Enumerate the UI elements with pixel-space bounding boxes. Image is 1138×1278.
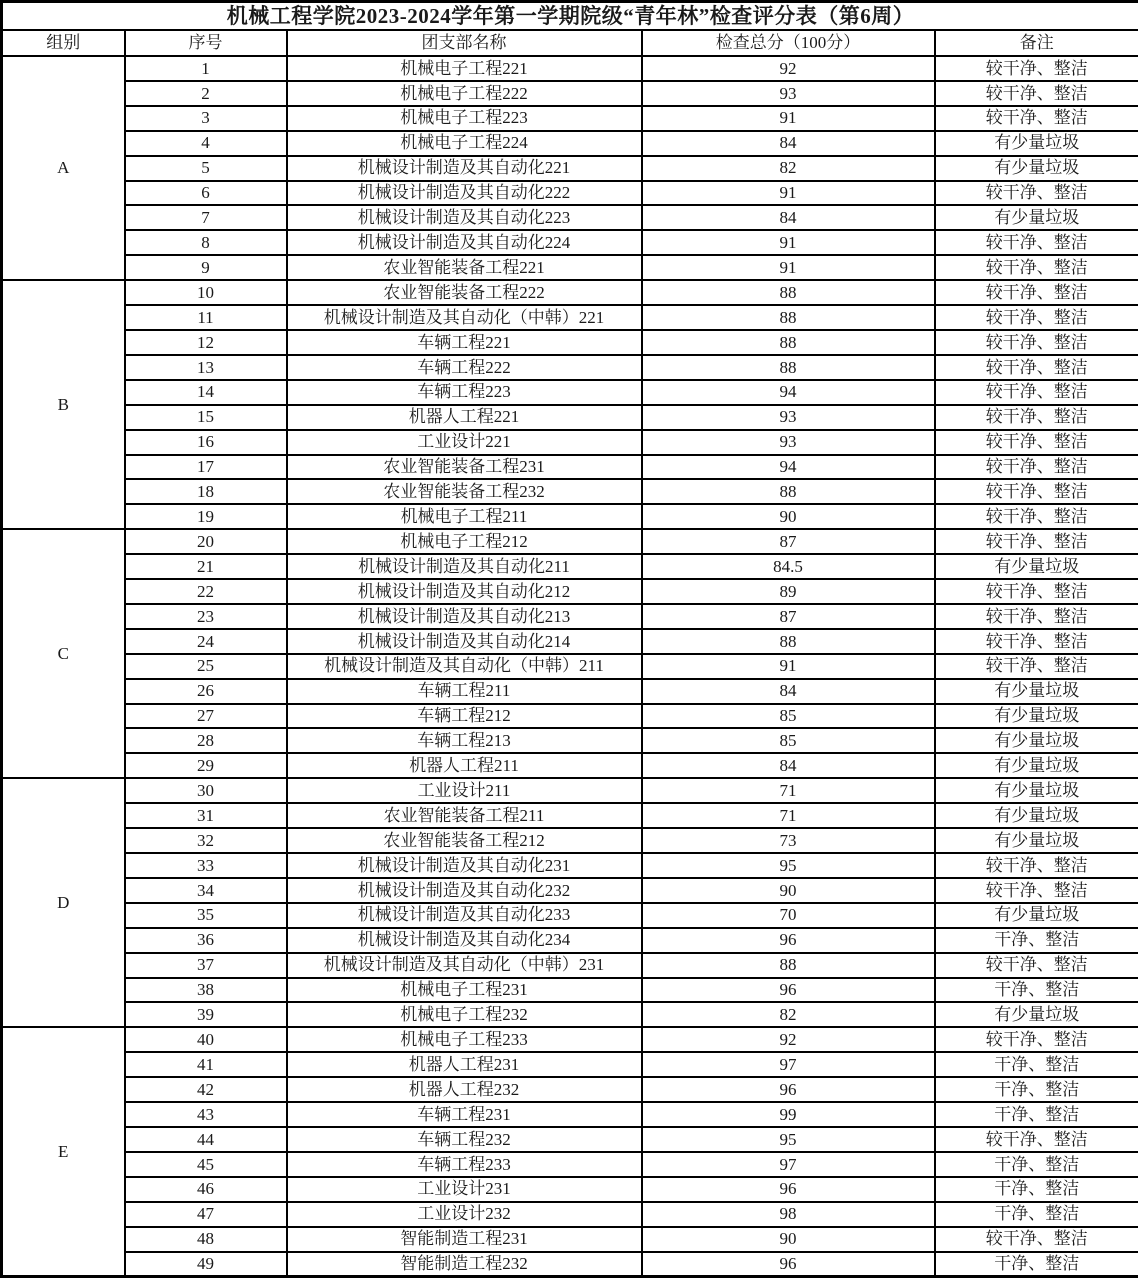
cell-branch-name: 工业设计232: [287, 1202, 642, 1227]
cell-branch-name: 机械电子工程223: [287, 106, 642, 131]
cell-no: 9: [125, 255, 287, 280]
table-row: [2, 1152, 1138, 1177]
cell-branch-name: 农业智能装备工程211: [287, 803, 642, 828]
header-row: [2, 30, 1138, 56]
cell-score: 88: [642, 953, 935, 978]
cell-score: 95: [642, 1127, 935, 1152]
cell-no: 5: [125, 156, 287, 181]
cell-remark: 较干净、整洁: [935, 230, 1138, 255]
cell-branch-name: 工业设计221: [287, 430, 642, 455]
cell-remark: 有少量垃圾: [935, 156, 1138, 181]
cell-remark: 干净、整洁: [935, 1177, 1138, 1202]
table-row: [2, 405, 1138, 430]
cell-remark: 较干净、整洁: [935, 430, 1138, 455]
cell-score: 93: [642, 81, 935, 106]
cell-score: 88: [642, 280, 935, 305]
cell-branch-name: 机械设计制造及其自动化231: [287, 853, 642, 878]
cell-remark: 有少量垃圾: [935, 728, 1138, 753]
cell-remark: 有少量垃圾: [935, 131, 1138, 156]
cell-branch-name: 农业智能装备工程231: [287, 455, 642, 480]
page-title: 机械工程学院2023-2024学年第一学期院级“青年林”检查评分表（第6周）: [2, 2, 1138, 31]
table-row: [2, 156, 1138, 181]
cell-score: 95: [642, 853, 935, 878]
col-header-no: 序号: [125, 30, 287, 56]
cell-remark: 较干净、整洁: [935, 305, 1138, 330]
cell-branch-name: 机械电子工程212: [287, 529, 642, 554]
cell-branch-name: 机械设计制造及其自动化（中韩）221: [287, 305, 642, 330]
cell-score: 88: [642, 330, 935, 355]
table-body: [2, 56, 1138, 1277]
cell-no: 36: [125, 928, 287, 953]
cell-remark: 有少量垃圾: [935, 903, 1138, 928]
col-header-score: 检查总分（100分）: [642, 30, 935, 56]
cell-branch-name: 机械设计制造及其自动化（中韩）211: [287, 654, 642, 679]
table-row: [2, 978, 1138, 1003]
group-label-A: A: [2, 56, 125, 280]
table-row: [2, 205, 1138, 230]
table-row: [2, 455, 1138, 480]
cell-branch-name: 机械设计制造及其自动化222: [287, 181, 642, 206]
cell-remark: 较干净、整洁: [935, 878, 1138, 903]
group-label-D: D: [2, 778, 125, 1027]
cell-no: 33: [125, 853, 287, 878]
cell-branch-name: 机械电子工程211: [287, 504, 642, 529]
table-row: [2, 106, 1138, 131]
cell-branch-name: 车辆工程212: [287, 704, 642, 729]
table-row: [2, 953, 1138, 978]
cell-remark: 有少量垃圾: [935, 828, 1138, 853]
cell-no: 27: [125, 704, 287, 729]
cell-score: 96: [642, 978, 935, 1003]
cell-no: 14: [125, 380, 287, 405]
cell-remark: 较干净、整洁: [935, 654, 1138, 679]
cell-no: 42: [125, 1077, 287, 1102]
cell-branch-name: 工业设计211: [287, 778, 642, 803]
table-row: [2, 330, 1138, 355]
cell-score: 84: [642, 753, 935, 778]
cell-no: 15: [125, 405, 287, 430]
cell-remark: 较干净、整洁: [935, 455, 1138, 480]
cell-remark: 较干净、整洁: [935, 330, 1138, 355]
cell-remark: 较干净、整洁: [935, 81, 1138, 106]
cell-score: 97: [642, 1152, 935, 1177]
cell-branch-name: 机器人工程221: [287, 405, 642, 430]
cell-no: 30: [125, 778, 287, 803]
cell-branch-name: 机械设计制造及其自动化（中韩）231: [287, 953, 642, 978]
cell-branch-name: 机械电子工程224: [287, 131, 642, 156]
table-row: [2, 1102, 1138, 1127]
table-row: [2, 1177, 1138, 1202]
cell-score: 73: [642, 828, 935, 853]
cell-no: 34: [125, 878, 287, 903]
cell-no: 16: [125, 430, 287, 455]
cell-score: 99: [642, 1102, 935, 1127]
table-row: [2, 131, 1138, 156]
cell-remark: 较干净、整洁: [935, 629, 1138, 654]
cell-remark: 较干净、整洁: [935, 579, 1138, 604]
table-row: [2, 753, 1138, 778]
cell-score: 96: [642, 1077, 935, 1102]
cell-remark: 干净、整洁: [935, 978, 1138, 1003]
cell-branch-name: 机械电子工程232: [287, 1002, 642, 1027]
cell-no: 48: [125, 1227, 287, 1252]
table-row: [2, 928, 1138, 953]
cell-branch-name: 车辆工程222: [287, 355, 642, 380]
cell-remark: 较干净、整洁: [935, 405, 1138, 430]
cell-remark: 较干净、整洁: [935, 280, 1138, 305]
cell-branch-name: 车辆工程213: [287, 728, 642, 753]
table-row: [2, 803, 1138, 828]
group-label-C: C: [2, 529, 125, 778]
cell-branch-name: 机械设计制造及其自动化234: [287, 928, 642, 953]
cell-score: 84: [642, 131, 935, 156]
cell-branch-name: 车辆工程231: [287, 1102, 642, 1127]
cell-no: 31: [125, 803, 287, 828]
cell-score: 90: [642, 1227, 935, 1252]
cell-no: 7: [125, 205, 287, 230]
cell-remark: 较干净、整洁: [935, 56, 1138, 81]
col-header-group: 组别: [2, 30, 125, 56]
cell-score: 92: [642, 1027, 935, 1052]
cell-score: 92: [642, 56, 935, 81]
table-row: [2, 1052, 1138, 1077]
table-row: [2, 778, 1138, 803]
cell-branch-name: 机械设计制造及其自动化213: [287, 604, 642, 629]
cell-remark: 有少量垃圾: [935, 205, 1138, 230]
cell-score: 88: [642, 305, 935, 330]
table-row: [2, 230, 1138, 255]
table-row: [2, 1252, 1138, 1277]
cell-remark: 干净、整洁: [935, 928, 1138, 953]
cell-score: 96: [642, 928, 935, 953]
cell-remark: 干净、整洁: [935, 1052, 1138, 1077]
group-label-E: E: [2, 1027, 125, 1276]
table-row: [2, 181, 1138, 206]
cell-no: 46: [125, 1177, 287, 1202]
cell-score: 84: [642, 205, 935, 230]
cell-score: 88: [642, 629, 935, 654]
cell-score: 87: [642, 529, 935, 554]
cell-branch-name: 机械设计制造及其自动化214: [287, 629, 642, 654]
cell-no: 47: [125, 1202, 287, 1227]
table-row: [2, 853, 1138, 878]
table-row: [2, 1227, 1138, 1252]
table-row: [2, 828, 1138, 853]
cell-no: 19: [125, 504, 287, 529]
cell-score: 90: [642, 504, 935, 529]
cell-remark: 较干净、整洁: [935, 853, 1138, 878]
cell-no: 8: [125, 230, 287, 255]
cell-score: 91: [642, 654, 935, 679]
table-row: [2, 430, 1138, 455]
cell-remark: 较干净、整洁: [935, 1027, 1138, 1052]
table-row: [2, 903, 1138, 928]
cell-score: 84: [642, 679, 935, 704]
cell-remark: 有少量垃圾: [935, 679, 1138, 704]
table-row: [2, 1077, 1138, 1102]
table-row: [2, 1027, 1138, 1052]
cell-no: 26: [125, 679, 287, 704]
cell-score: 71: [642, 778, 935, 803]
cell-branch-name: 机械设计制造及其自动化232: [287, 878, 642, 903]
cell-branch-name: 车辆工程233: [287, 1152, 642, 1177]
cell-score: 90: [642, 878, 935, 903]
table-row: [2, 81, 1138, 106]
cell-branch-name: 机械设计制造及其自动化233: [287, 903, 642, 928]
table-row: [2, 604, 1138, 629]
cell-no: 32: [125, 828, 287, 853]
cell-branch-name: 工业设计231: [287, 1177, 642, 1202]
group-label-B: B: [2, 280, 125, 529]
cell-no: 38: [125, 978, 287, 1003]
cell-no: 45: [125, 1152, 287, 1177]
cell-remark: 较干净、整洁: [935, 953, 1138, 978]
cell-no: 3: [125, 106, 287, 131]
cell-remark: 较干净、整洁: [935, 504, 1138, 529]
cell-no: 25: [125, 654, 287, 679]
cell-branch-name: 智能制造工程231: [287, 1227, 642, 1252]
cell-score: 70: [642, 903, 935, 928]
cell-remark: 较干净、整洁: [935, 1227, 1138, 1252]
table-row: [2, 728, 1138, 753]
table-row: [2, 305, 1138, 330]
table-row: [2, 554, 1138, 579]
cell-no: 6: [125, 181, 287, 206]
cell-branch-name: 农业智能装备工程222: [287, 280, 642, 305]
cell-score: 94: [642, 455, 935, 480]
cell-branch-name: 智能制造工程232: [287, 1252, 642, 1277]
cell-remark: 有少量垃圾: [935, 1002, 1138, 1027]
cell-no: 18: [125, 479, 287, 504]
cell-no: 23: [125, 604, 287, 629]
cell-no: 22: [125, 579, 287, 604]
cell-score: 94: [642, 380, 935, 405]
cell-branch-name: 农业智能装备工程212: [287, 828, 642, 853]
cell-no: 10: [125, 280, 287, 305]
col-header-remark: 备注: [935, 30, 1138, 56]
cell-no: 41: [125, 1052, 287, 1077]
cell-score: 88: [642, 355, 935, 380]
cell-branch-name: 机器人工程232: [287, 1077, 642, 1102]
cell-score: 91: [642, 106, 935, 131]
table-row: [2, 704, 1138, 729]
cell-score: 82: [642, 156, 935, 181]
table-row: [2, 1002, 1138, 1027]
cell-remark: 较干净、整洁: [935, 529, 1138, 554]
cell-branch-name: 机械电子工程233: [287, 1027, 642, 1052]
cell-remark: 干净、整洁: [935, 1077, 1138, 1102]
table-row: [2, 355, 1138, 380]
cell-no: 29: [125, 753, 287, 778]
cell-remark: 干净、整洁: [935, 1102, 1138, 1127]
cell-remark: 较干净、整洁: [935, 255, 1138, 280]
cell-remark: 干净、整洁: [935, 1202, 1138, 1227]
table-row: [2, 654, 1138, 679]
table-row: [2, 629, 1138, 654]
cell-score: 96: [642, 1177, 935, 1202]
cell-no: 37: [125, 953, 287, 978]
cell-score: 98: [642, 1202, 935, 1227]
cell-no: 28: [125, 728, 287, 753]
cell-score: 82: [642, 1002, 935, 1027]
cell-remark: 较干净、整洁: [935, 106, 1138, 131]
cell-branch-name: 机械设计制造及其自动化211: [287, 554, 642, 579]
cell-score: 85: [642, 704, 935, 729]
cell-branch-name: 机械设计制造及其自动化212: [287, 579, 642, 604]
cell-no: 39: [125, 1002, 287, 1027]
cell-score: 91: [642, 230, 935, 255]
cell-remark: 有少量垃圾: [935, 778, 1138, 803]
cell-branch-name: 车辆工程223: [287, 380, 642, 405]
title-row: [2, 2, 1138, 31]
cell-branch-name: 机器人工程211: [287, 753, 642, 778]
cell-score: 89: [642, 579, 935, 604]
cell-score: 91: [642, 255, 935, 280]
cell-branch-name: 机械电子工程222: [287, 81, 642, 106]
cell-score: 71: [642, 803, 935, 828]
table-row: [2, 679, 1138, 704]
table-row: [2, 579, 1138, 604]
cell-branch-name: 车辆工程232: [287, 1127, 642, 1152]
table-row: [2, 56, 1138, 81]
table-row: [2, 1202, 1138, 1227]
cell-no: 35: [125, 903, 287, 928]
cell-no: 13: [125, 355, 287, 380]
cell-remark: 有少量垃圾: [935, 803, 1138, 828]
cell-remark: 较干净、整洁: [935, 380, 1138, 405]
table-row: [2, 255, 1138, 280]
cell-no: 43: [125, 1102, 287, 1127]
table-row: [2, 504, 1138, 529]
cell-score: 85: [642, 728, 935, 753]
cell-no: 49: [125, 1252, 287, 1277]
cell-branch-name: 机械电子工程231: [287, 978, 642, 1003]
table-row: [2, 529, 1138, 554]
cell-no: 12: [125, 330, 287, 355]
cell-remark: 较干净、整洁: [935, 355, 1138, 380]
cell-branch-name: 机械设计制造及其自动化224: [287, 230, 642, 255]
cell-branch-name: 车辆工程221: [287, 330, 642, 355]
cell-no: 1: [125, 56, 287, 81]
cell-no: 24: [125, 629, 287, 654]
cell-branch-name: 机械设计制造及其自动化221: [287, 156, 642, 181]
table-row: [2, 1127, 1138, 1152]
col-header-branch: 团支部名称: [287, 30, 642, 56]
table-row: [2, 479, 1138, 504]
cell-no: 2: [125, 81, 287, 106]
cell-branch-name: 农业智能装备工程232: [287, 479, 642, 504]
cell-branch-name: 机械电子工程221: [287, 56, 642, 81]
cell-score: 93: [642, 430, 935, 455]
table-row: [2, 280, 1138, 305]
cell-score: 84.5: [642, 554, 935, 579]
cell-remark: 较干净、整洁: [935, 479, 1138, 504]
cell-no: 17: [125, 455, 287, 480]
cell-remark: 有少量垃圾: [935, 554, 1138, 579]
cell-no: 20: [125, 529, 287, 554]
cell-branch-name: 车辆工程211: [287, 679, 642, 704]
cell-remark: 有少量垃圾: [935, 704, 1138, 729]
cell-remark: 干净、整洁: [935, 1152, 1138, 1177]
table-row: [2, 380, 1138, 405]
cell-remark: 较干净、整洁: [935, 604, 1138, 629]
table-row: [2, 878, 1138, 903]
cell-no: 11: [125, 305, 287, 330]
cell-score: 91: [642, 181, 935, 206]
cell-branch-name: 农业智能装备工程221: [287, 255, 642, 280]
cell-score: 97: [642, 1052, 935, 1077]
cell-score: 93: [642, 405, 935, 430]
cell-remark: 较干净、整洁: [935, 1127, 1138, 1152]
cell-no: 21: [125, 554, 287, 579]
cell-score: 87: [642, 604, 935, 629]
cell-score: 88: [642, 479, 935, 504]
cell-remark: 有少量垃圾: [935, 753, 1138, 778]
cell-branch-name: 机械设计制造及其自动化223: [287, 205, 642, 230]
cell-no: 4: [125, 131, 287, 156]
cell-remark: 较干净、整洁: [935, 181, 1138, 206]
cell-branch-name: 机器人工程231: [287, 1052, 642, 1077]
cell-no: 44: [125, 1127, 287, 1152]
cell-score: 96: [642, 1252, 935, 1277]
cell-no: 40: [125, 1027, 287, 1052]
cell-remark: 干净、整洁: [935, 1252, 1138, 1277]
